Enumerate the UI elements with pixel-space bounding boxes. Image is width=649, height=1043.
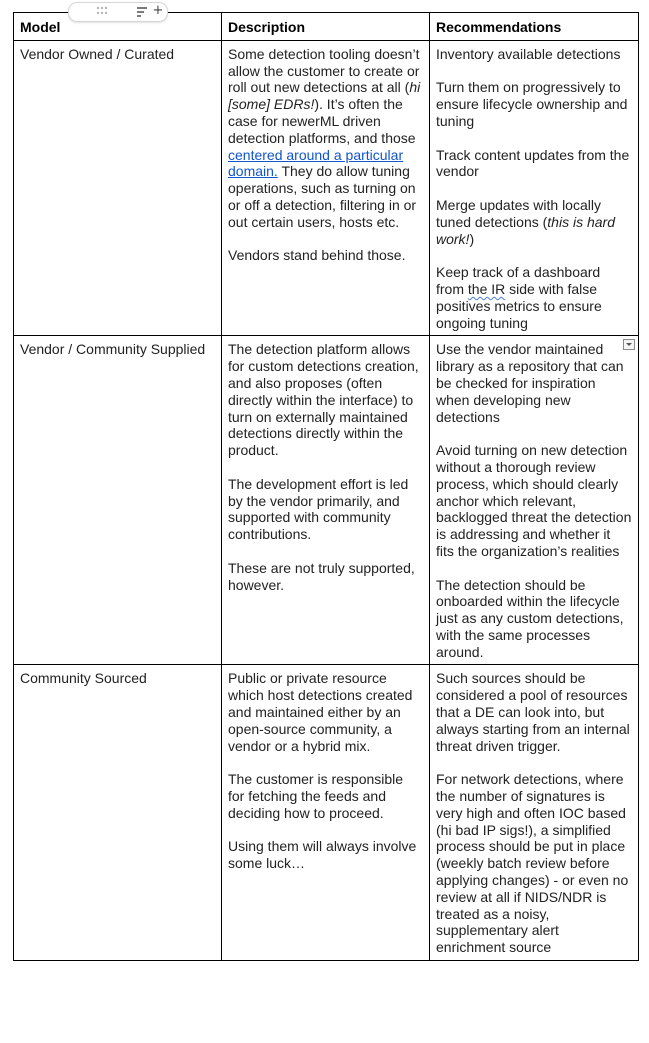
recommendation-paragraph: [436, 197, 632, 247]
description-paragraph: Vendors stand behind those.: [228, 247, 406, 264]
spellcheck-underlined-text[interactable]: the IR: [467, 280, 506, 297]
table-drag-handle[interactable]: [68, 2, 168, 22]
recommendation-paragraph: Turn them on progressively to ensure lifecycle ownership and tuning: [436, 79, 628, 129]
description-paragraph: [228, 46, 423, 231]
recommendation-paragraph: Track content updates from the vendor: [436, 146, 630, 180]
recommendations-cell[interactable]: [430, 665, 639, 961]
recommendation-paragraph: The detection should be onboarded within the lifecycle just as any custom detections, with the same processes around.: [436, 576, 624, 660]
text-run: ). It’s often the case for newerML driven detection platforms, and those: [228, 96, 416, 146]
description-cell[interactable]: [222, 665, 430, 961]
description-paragraph: Public or private resource which host detections created and maintained either by an open-source community, a vendor or a hybrid mix.: [228, 670, 413, 754]
text-run: side with false positives metrics to ensure ongoing tuning: [436, 280, 602, 331]
recommendation-paragraph: Use the vendor maintained library as a repository that can be checked for inspiration when developing new detections: [436, 341, 624, 425]
drag-grip-icon[interactable]: [96, 6, 108, 16]
recommendation-paragraph: Avoid turning on new detection without a thorough review process, which should clearly anchor which relevant, backlogged threat the detection is addressing and whether it fits the organization’s realities: [436, 442, 632, 559]
model-cell[interactable]: [14, 665, 222, 961]
model-text: Community Sourced: [20, 670, 147, 687]
header-recommendations[interactable]: Recommendations: [430, 13, 639, 41]
description-cell[interactable]: [222, 40, 430, 336]
italic-text: hi [some] EDRs!: [228, 79, 421, 113]
recommendation-paragraph: Such sources should be considered a pool of resources that a DE can look into, but always starting from an internal threat driven trigger.: [436, 670, 630, 754]
table-row: [14, 40, 639, 336]
header-model[interactable]: Model: [14, 13, 222, 41]
comparison-table: [13, 12, 639, 961]
cell-menu-dropdown-icon[interactable]: [623, 339, 635, 350]
recommendations-cell[interactable]: [430, 40, 639, 336]
header-description[interactable]: Description: [222, 13, 430, 41]
add-icon[interactable]: +: [152, 3, 164, 18]
description-paragraph: The detection platform allows for custom detections creation, and also proposes (often directly within the interface) to turn on externally maintained detections directly within the product.: [228, 341, 419, 459]
description-paragraph: The development effort is led by the vendor primarily, and supported with community contributions.: [228, 475, 409, 543]
recommendations-cell[interactable]: [430, 336, 639, 665]
text-run: They do allow tuning operations, such as turning on or off a detection, filtering in or out certain users, hosts etc.: [228, 163, 417, 230]
model-cell[interactable]: [14, 336, 222, 665]
domain-link[interactable]: centered around a particular domain.: [228, 146, 404, 180]
text-run: Merge updates with locally tuned detections (: [436, 196, 601, 230]
model-cell[interactable]: [14, 40, 222, 336]
recommendation-paragraph: For network detections, where the number of signatures is very high and often IOC based (hi bad IP sigs!), a simplified process should be put in place (weekly batch review before applying changes) - or even no review at all if NIDS/NDR is treated as a noisy, supplementary alert enrichment source: [436, 771, 629, 956]
italic-text: this is hard work!: [436, 213, 615, 247]
description-paragraph: Using them will always involve some luck…: [228, 838, 417, 872]
text-run: Some detection tooling doesn’t allow the customer to create or roll out new detections at all (: [228, 45, 420, 96]
description-cell[interactable]: [222, 336, 430, 665]
sort-lines-icon[interactable]: [135, 5, 149, 19]
description-paragraph: These are not truly supported, however.: [228, 559, 415, 593]
description-paragraph: The customer is responsible for fetching the feeds and deciding how to proceed.: [228, 771, 404, 821]
recommendation-paragraph: [436, 264, 632, 331]
table-row: [14, 665, 639, 961]
table-row: [14, 336, 639, 665]
model-text: Vendor Owned / Curated: [20, 45, 175, 62]
model-text: Vendor / Community Supplied: [20, 341, 206, 358]
recommendation-paragraph: Inventory available detections: [436, 45, 621, 62]
text-run: ): [469, 230, 475, 247]
text-run: Keep track of a dashboard from: [436, 264, 601, 297]
